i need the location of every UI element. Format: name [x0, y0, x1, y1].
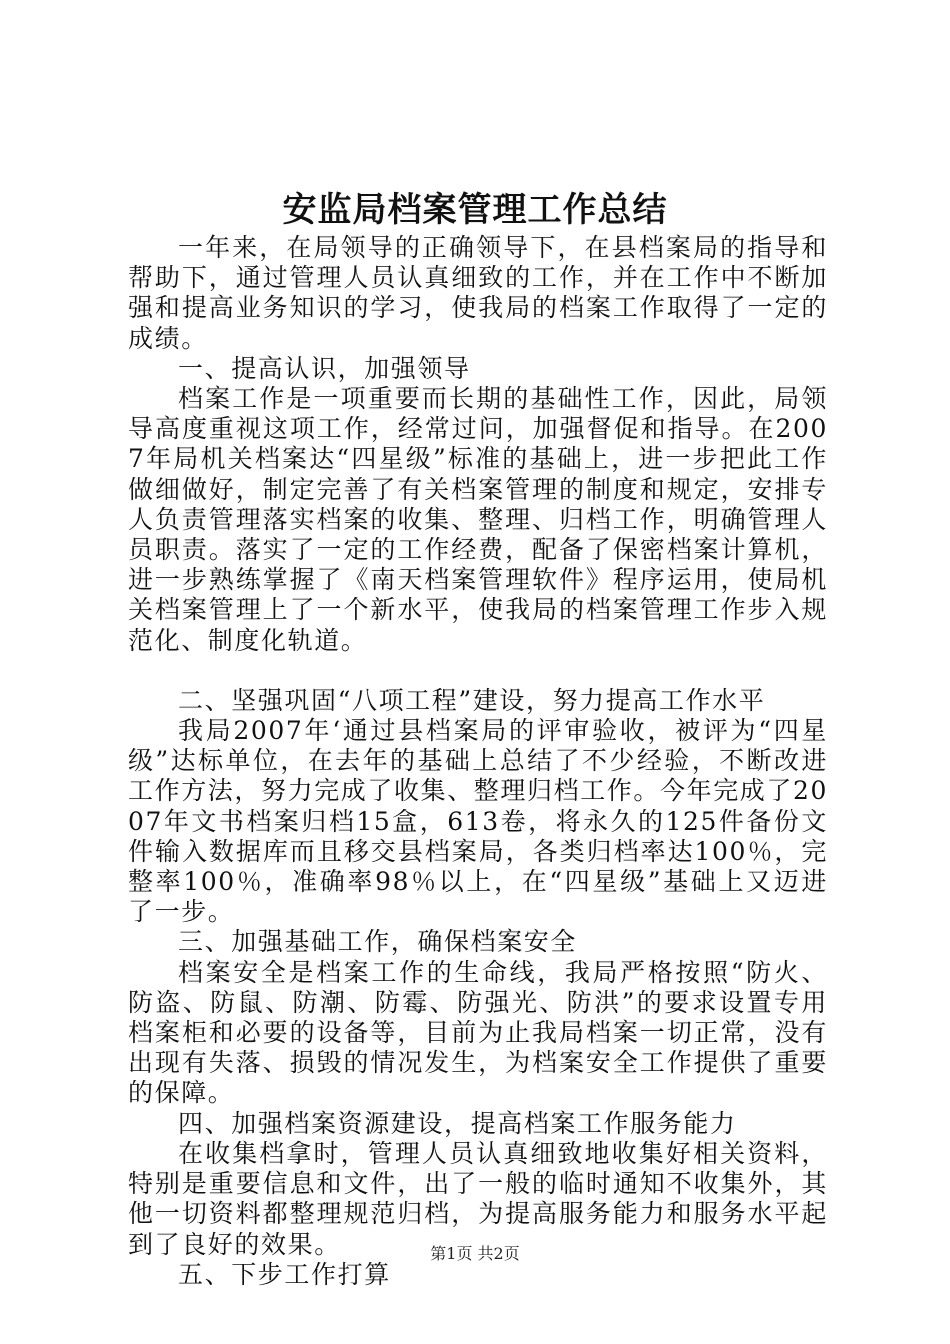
- section-heading-5: 五、下步工作打算: [178, 1259, 391, 1289]
- intro-paragraph: 一年来，在局领导的正确领导下，在县档案局的指导和帮助下，通过管理人员认真细致的工作，并在工作中不断加强和提高业务知识的学习，使我局的档案工作取得了一定的成绩。: [128, 233, 828, 353]
- section-heading-1: 一、提高认识，加强领导: [178, 353, 471, 383]
- document-body: [128, 233, 828, 1290]
- document-title: 安监局档案管理工作总结: [282, 190, 668, 230]
- section-paragraph-2: 我局2007年‘通过县档案局的评审验收，被评为“四星级”达标单位，在去年的基础上总结了不少经验，不断改进工作方法，努力完成了收集、整理归档工作。今年完成了2007年文书档案归档15盒，613卷，将永久的125件备份文件输入数据库而且移交县档案局，各类归档率达100％，完整率100％，准确率98％以上，在“四星级”基础上又迈进了一步。: [128, 716, 829, 927]
- section-heading-3: 三、加强基础工作，确保档案安全: [178, 927, 578, 957]
- section-paragraph-4: 在收集档拿时，管理人员认真细致地收集好相关资料，特别是重要信息和文件，出了一般的临时通知不收集外，其他一切资料都整理规范归档，为提高服务能力和服务水平起到了良好的效果。: [128, 1138, 828, 1259]
- section-heading-2: 二、坚强巩固“八项工程”建设，努力提高工作水平: [178, 685, 766, 715]
- section-paragraph-3: 档案安全是档案工作的生命线，我局严格按照“防火、防盗、防鼠、防潮、防霉、防强光、防洪”的要求设置专用档案柜和必要的设备等，目前为止我局档案一切正常，没有出现有失落、损毁的情况发生，为档案安全工作提供了重要的保障。: [128, 957, 828, 1108]
- section-paragraph-1: 档案工作是一项重要而长期的基础性工作，因此，局领导高度重视这项工作，经常过问，加强督促和指导。在2007年局机关档案达“四星级”标准的基础上，进一步把此工作做细做好，制定完善了有关档案管理的制度和规定，安排专人负责管理落实档案的收集、整理、归档工作，明确管理人员职责。落实了一定的工作经费，配备了保密档案计算机，进一步熟练掌握了《南天档案管理软件》程序运用，使局机关档案管理上了一个新水平，使我局的档案管理工作步入规范化、制度化轨道。: [128, 384, 828, 655]
- section-heading-4: 四、加强档案资源建设，提高档案工作服务能力: [178, 1108, 737, 1138]
- page-footer: 第1页 共2页: [430, 1244, 520, 1263]
